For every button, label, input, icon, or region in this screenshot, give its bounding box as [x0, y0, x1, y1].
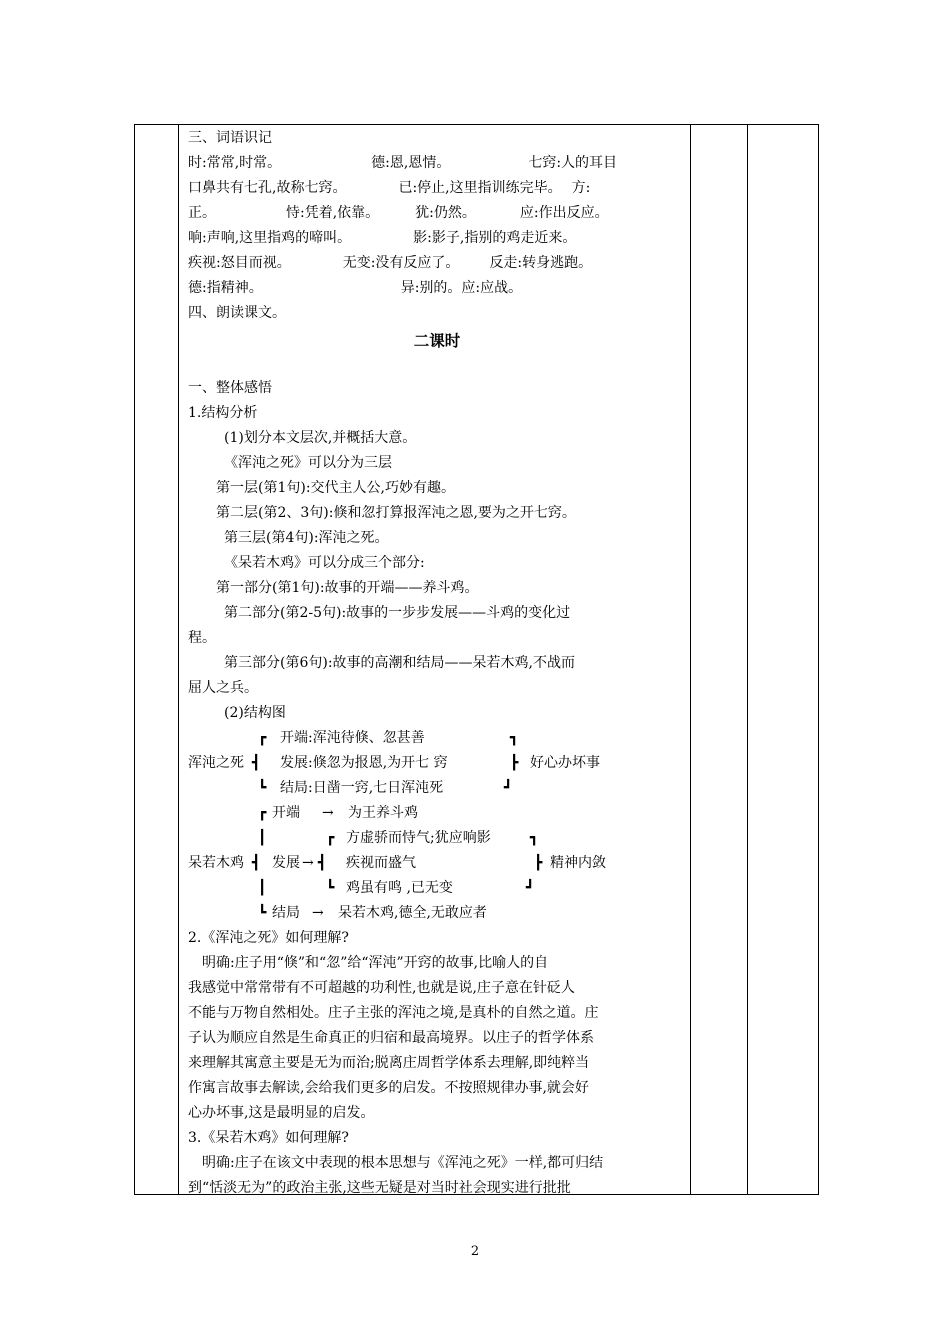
bracket-bottom: ┗	[258, 905, 267, 921]
bracket-top: ┓	[510, 730, 519, 746]
answer-line: 我感觉中常常带有不可超越的功利性,也就是说,庄子意在针砭人	[188, 980, 575, 996]
diagram-end-text: 呆若木鸡,德全,无敢应者	[338, 905, 487, 921]
paragraph: 第二层(第2、3句):倏和忽打算报浑沌之恩,要为之开七窍。	[216, 505, 576, 521]
bracket-top: ┓	[530, 830, 539, 846]
lesson-heading: 二课时	[413, 332, 461, 350]
bracket-top: ┏	[326, 830, 335, 846]
answer-line: 不能与万物自然相处。庄子主张的浑沌之境,是真朴的自然之道。庄	[188, 1005, 599, 1021]
table-column-divider	[690, 125, 691, 1194]
arrow-icon: →	[312, 905, 324, 921]
question: (2)结构图	[224, 705, 286, 721]
paragraph: 第二部分(第2-5句):故事的一步步发展——斗鸡的变化过	[224, 605, 571, 621]
question-title: 3.《呆若木鸡》如何理解?	[188, 1130, 349, 1146]
answer-line: 明确:庄子在该文中表现的根本思想与《浑沌之死》一样,都可归结	[202, 1155, 604, 1171]
vocab-line: 响:声响,这里指鸡的啼叫。 影:影子,指别的鸡走近来。	[188, 230, 577, 246]
table-column-divider	[178, 125, 179, 1194]
paragraph: 《呆若木鸡》可以分成三个部分:	[224, 555, 425, 571]
diagram-root: 呆若木鸡	[188, 855, 244, 871]
diagram-start: 开端	[272, 805, 300, 821]
section-title: 四、朗读课文。	[188, 305, 286, 321]
bracket-line: ┃	[258, 880, 267, 896]
paragraph: 第三层(第4句):浑沌之死。	[224, 530, 389, 546]
bracket-bottom: ┛	[526, 880, 535, 896]
bracket-mid: ┫	[252, 855, 261, 871]
answer-line: 来理解其寓意主要是无为而治;脱离庄周哲学体系去理解,即纯粹当	[188, 1055, 590, 1071]
section-title: 一、整体感悟	[188, 380, 272, 396]
diagram-develop-2: 疾视而盛气	[346, 855, 416, 871]
vocab-line: 疾视:怒目而视。 无变:没有反应了。 反走:转身逃跑。	[188, 255, 593, 271]
paragraph: 屈人之兵。	[188, 680, 258, 696]
bracket-bottom: ┗	[326, 880, 335, 896]
bracket-bottom: ┛	[504, 780, 513, 796]
bracket-top: ┏	[258, 805, 267, 821]
page-number: 2	[470, 1244, 480, 1259]
table-column-divider	[747, 125, 748, 1194]
bracket-mid: ┣	[510, 755, 519, 771]
question-title: 2.《浑沌之死》如何理解?	[188, 930, 349, 946]
arrow-icon: →	[302, 855, 314, 871]
diagram-summary: 好心办坏事	[530, 755, 600, 771]
lesson-content	[188, 126, 686, 1201]
paragraph: 第一部分(第1句):故事的开端——养斗鸡。	[216, 580, 479, 596]
diagram-start-text: 为王养斗鸡	[348, 805, 418, 821]
bracket-mid: ┫	[252, 755, 261, 771]
answer-line: 到“恬淡无为”的政治主张,这些无疑是对当时社会现实进行批批	[188, 1180, 571, 1196]
answer-line: 作寓言故事去解读,会给我们更多的启发。不按照规律办事,就会好	[188, 1080, 589, 1096]
paragraph: 程。	[188, 630, 216, 646]
diagram-develop-3: 鸡虽有鸣 ,已无变	[346, 880, 453, 896]
diagram-summary: 精神内敛	[550, 855, 606, 871]
paragraph: 《浑沌之死》可以分为三层	[224, 455, 392, 471]
structure-diagram-daiji	[188, 801, 686, 926]
bracket-line: ┃	[258, 830, 267, 846]
vocab-line: 口鼻共有七孔,故称七窍。 已:停止,这里指训练完毕。 方:	[188, 180, 591, 196]
bracket-mid: ┣	[534, 855, 543, 871]
diagram-end: 结局	[272, 905, 300, 921]
section-title: 三、词语识记	[188, 130, 272, 146]
answer-line: 心办坏事,这是最明显的启发。	[188, 1105, 375, 1121]
paragraph: 第一层(第1句):交代主人公,巧妙有趣。	[216, 480, 455, 496]
answer-line: 子认为顺应自然是生命真正的归宿和最高境界。以庄子的哲学体系	[188, 1030, 594, 1046]
vocab-line: 时:常常,时常。 德:恩,恩情。 七窍:人的耳目	[188, 155, 618, 171]
bracket-top: ┏	[258, 730, 267, 746]
structure-diagram-hundun	[188, 726, 686, 801]
diagram-develop: 发展	[272, 855, 300, 871]
diagram-develop: 发展:倏忽为报恩,为开七 窍	[280, 755, 448, 771]
vocab-line: 德:指精神。 异:别的。应:应战。	[188, 280, 523, 296]
diagram-develop-1: 方虚骄而恃气;犹应响影	[346, 830, 491, 846]
bracket-bottom: ┗	[258, 780, 267, 796]
subsection-title: 1.结构分析	[188, 405, 258, 421]
diagram-root: 浑沌之死	[188, 755, 244, 771]
arrow-icon: →	[322, 805, 334, 821]
bracket-mid: ┫	[318, 855, 327, 871]
vocab-line: 正。 恃:凭着,依靠。 犹:仍然。 应:作出反应。	[188, 205, 609, 221]
answer-line: 明确:庄子用“倏”和“忽”给“浑沌”开窍的故事,比喻人的自	[202, 955, 549, 971]
paragraph: 第三部分(第6句):故事的高潮和结局——呆若木鸡,不战而	[224, 655, 575, 671]
diagram-start: 开端:浑沌待倏、忽甚善	[280, 730, 425, 746]
diagram-end: 结局:日凿一窍,七日浑沌死	[280, 780, 444, 796]
question: (1)划分本文层次,并概括大意。	[224, 430, 417, 446]
